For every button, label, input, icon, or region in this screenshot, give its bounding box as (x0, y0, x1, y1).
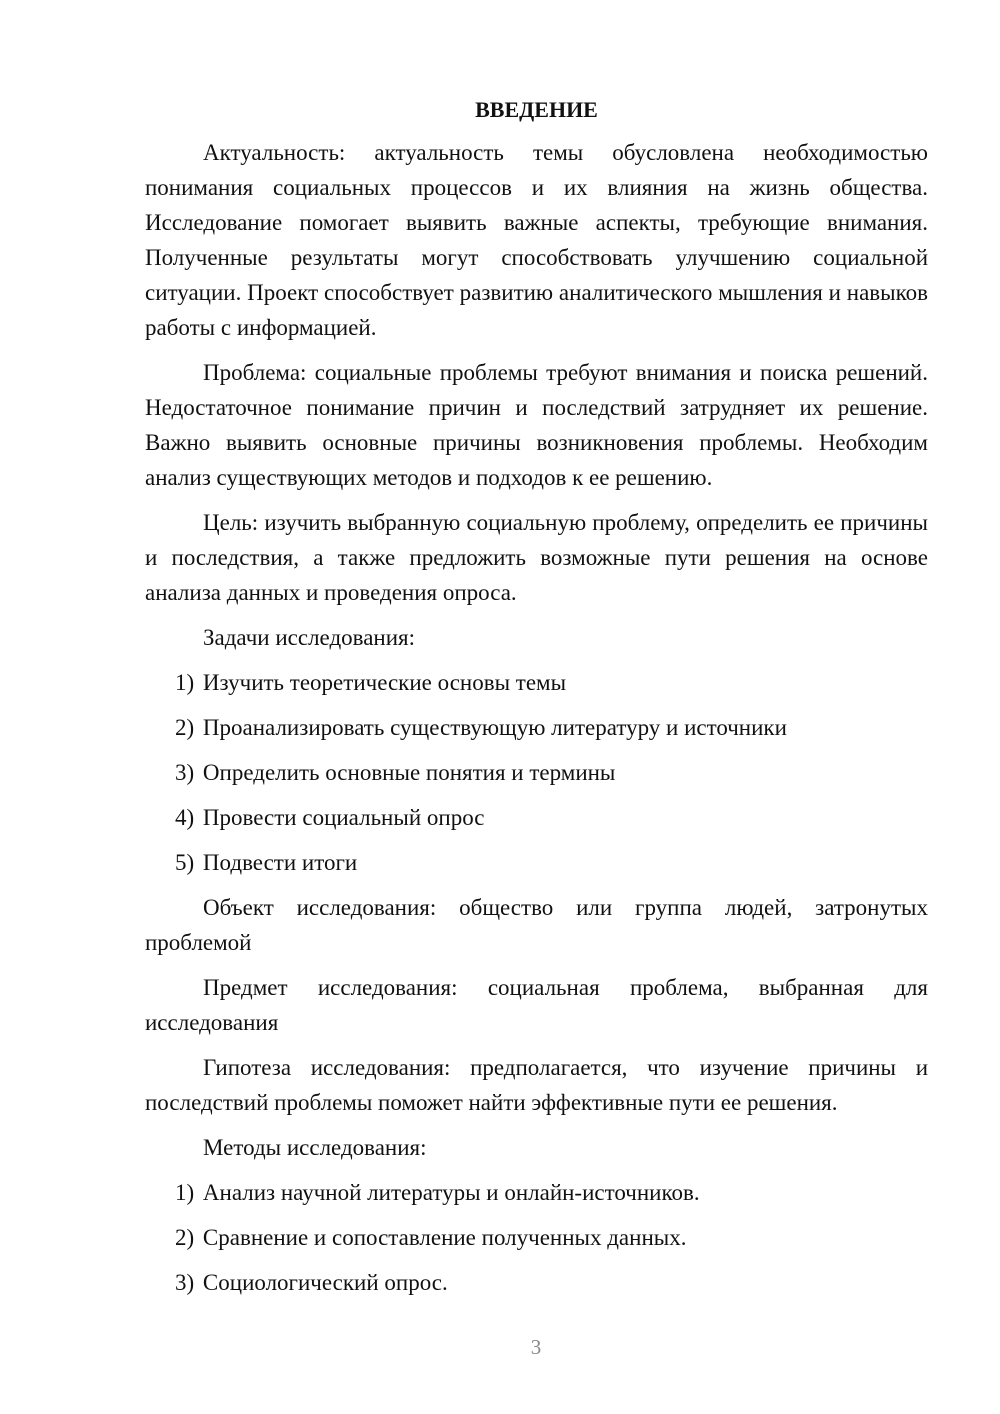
list-item (145, 1175, 928, 1210)
object-paragraph: Объект исследования: общество или группа людей, затронутых проблемой (145, 895, 928, 955)
list-item-number: 1) (175, 1180, 195, 1205)
page-number: 3 (530, 1335, 542, 1359)
list-item-number: 2) (175, 1225, 195, 1250)
list-item-number: 3) (175, 760, 195, 785)
hypothesis-paragraph: Гипотеза исследования: предполагается, что изучение причины и последствий проблемы поможет найти эффективные пути ее решения. (145, 1055, 928, 1115)
methods-heading: Методы исследования: (203, 1135, 427, 1160)
list-item-text: Изучить теоретические основы темы (202, 670, 567, 695)
methods-list (145, 1175, 928, 1300)
list-item (145, 665, 928, 700)
list-item-number: 5) (175, 850, 195, 875)
problem-paragraph: Проблема: социальные проблемы требуют внимания и поиска решений. Недостаточное понимание причин и последствий затрудняет их решение. Важно выявить основные причины возникновения проблемы. Необходим анализ существующих методов и подходов к ее решению. (145, 360, 928, 490)
tasks-heading: Задачи исследования: (203, 625, 416, 650)
tasks-list (145, 665, 928, 880)
page-content (145, 92, 928, 1310)
relevance-paragraph: Актуальность: актуальность темы обусловлена необходимостью понимания социальных процессов и их влияния на жизнь общества. Исследование помогает выявить важные аспекты, требующие внимания. Полученные результаты могут способствовать улучшению социальной ситуации. Проект способствует развитию аналитического мышления и навыков работы с информацией. (145, 140, 928, 340)
goal-paragraph: Цель: изучить выбранную социальную проблему, определить ее причины и последствия, а также предложить возможные пути решения на основе анализа данных и проведения опроса. (145, 510, 928, 605)
list-item (145, 755, 928, 790)
list-item-text: Подвести итоги (202, 850, 358, 875)
list-item-number: 2) (175, 715, 195, 740)
subject-paragraph: Предмет исследования: социальная проблема, выбранная для исследования (145, 975, 928, 1035)
list-item (145, 845, 928, 880)
list-item-text: Провести социальный опрос (202, 805, 485, 830)
list-item-text: Сравнение и сопоставление полученных данных. (202, 1225, 687, 1250)
list-item-number: 4) (175, 805, 195, 830)
list-item-text: Проанализировать существующую литературу и источники (202, 715, 787, 740)
list-item (145, 710, 928, 745)
list-item-number: 3) (175, 1270, 195, 1295)
list-item-text: Социологический опрос. (202, 1270, 448, 1295)
list-item (145, 800, 928, 835)
list-item (145, 1220, 928, 1255)
list-item-number: 1) (175, 670, 195, 695)
page-title: ВВЕДЕНИЕ (475, 97, 598, 122)
list-item-text: Определить основные понятия и термины (202, 760, 616, 785)
list-item-text: Анализ научной литературы и онлайн-источников. (202, 1180, 700, 1205)
list-item (145, 1265, 928, 1300)
